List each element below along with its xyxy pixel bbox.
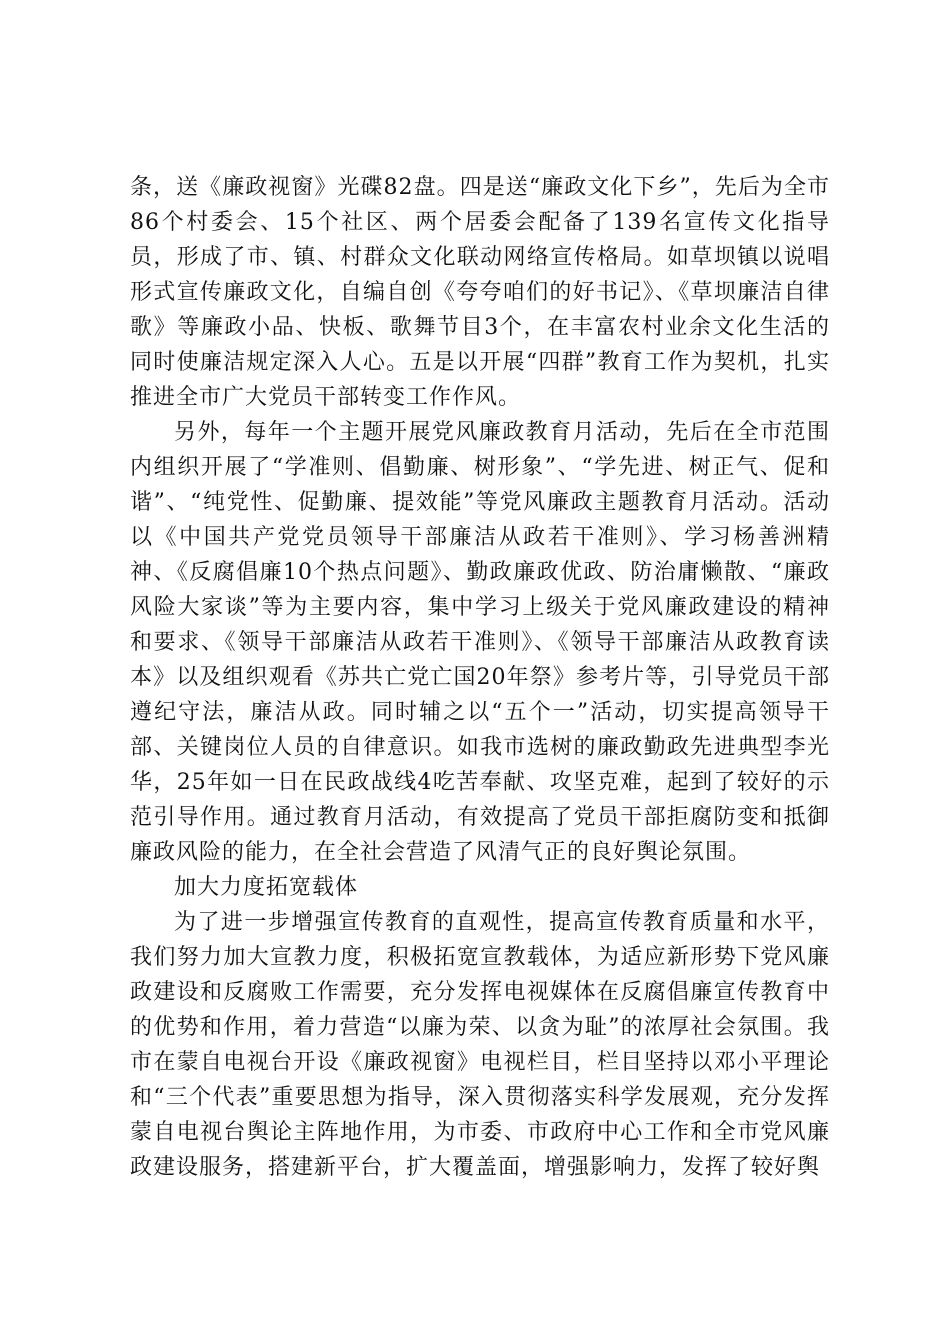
section-heading: 加大力度拓宽载体 <box>174 875 359 900</box>
paragraph-tv-column: 为了进一步增强宣传教育的直观性，提高宣传教育质量和水平，我们努力加大宣教力度，积极拓宽宣教载体，为适应新形势下党风廉政建设和反腐败工作需要，充分发挥电视媒体在反腐倡廉宣传教育中的优势和作用，着力营造“以廉为荣、以贪为耻”的浓厚社会氛围。我市在蒙自电视台开设《廉政视窗》电视栏目，栏目坚持以邓小平理论和“三个代表”重要思想为指导，深入贯彻落实科学发展观，充分发挥蒙自电视台舆论主阵地作用，为市委、市政府中心工作和全市党风廉政建设服务，搭建新平台，扩大覆盖面，增强影响力，发挥了较好舆 <box>130 910 830 1180</box>
document-body <box>130 170 830 1185</box>
paragraph-education-month: 另外，每年一个主题开展党风廉政教育月活动，先后在全市范围内组织开展了“学准则、倡勤廉、树形象”、“学先进、树正气、促和谐”、“纯党性、促勤廉、提效能”等党风廉政主题教育月活动。活动以《中国共产党党员领导干部廉洁从政若干准则》、学习杨善洲精神、《反腐倡廉10个热点问题》、勤政廉政优政、防治庸懒散、“廉政风险大家谈”等为主要内容，集中学习上级关于党风廉政建设的精神和要求、《领导干部廉洁从政若干准则》、《领导干部廉洁从政教育读本》以及组织观看《苏共亡党亡国20年祭》参考片等，引导党员干部遵纪守法，廉洁从政。同时辅之以“五个一”活动，切实提高领导干部、关键岗位人员的自律意识。如我市选树的廉政勤政先进典型李光华，25年如一日在民政战线4吃苦奉献、攻坚克难，起到了较好的示范引导作用。通过教育月活动，有效提高了党员干部拒腐防变和抵御廉政风险的能力，在全社会营造了风清气正的良好舆论氛围。 <box>130 420 830 865</box>
paragraph-continuation: 条，送《廉政视窗》光碟82盘。四是送“廉政文化下乡”，先后为全市86个村委会、15个社区、两个居委会配备了139名宣传文化指导员，形成了市、镇、村群众文化联动网络宣传格局。如草坝镇以说唱形式宣传廉政文化，自编自创《夸夸咱们的好书记》、《草坝廉洁自律歌》等廉政小品、快板、歌舞节目3个，在丰富农村业余文化生活的同时使廉洁规定深入人心。五是以开展“四群”教育工作为契机，扎实推进全市广大党员干部转变工作作风。 <box>130 175 830 410</box>
